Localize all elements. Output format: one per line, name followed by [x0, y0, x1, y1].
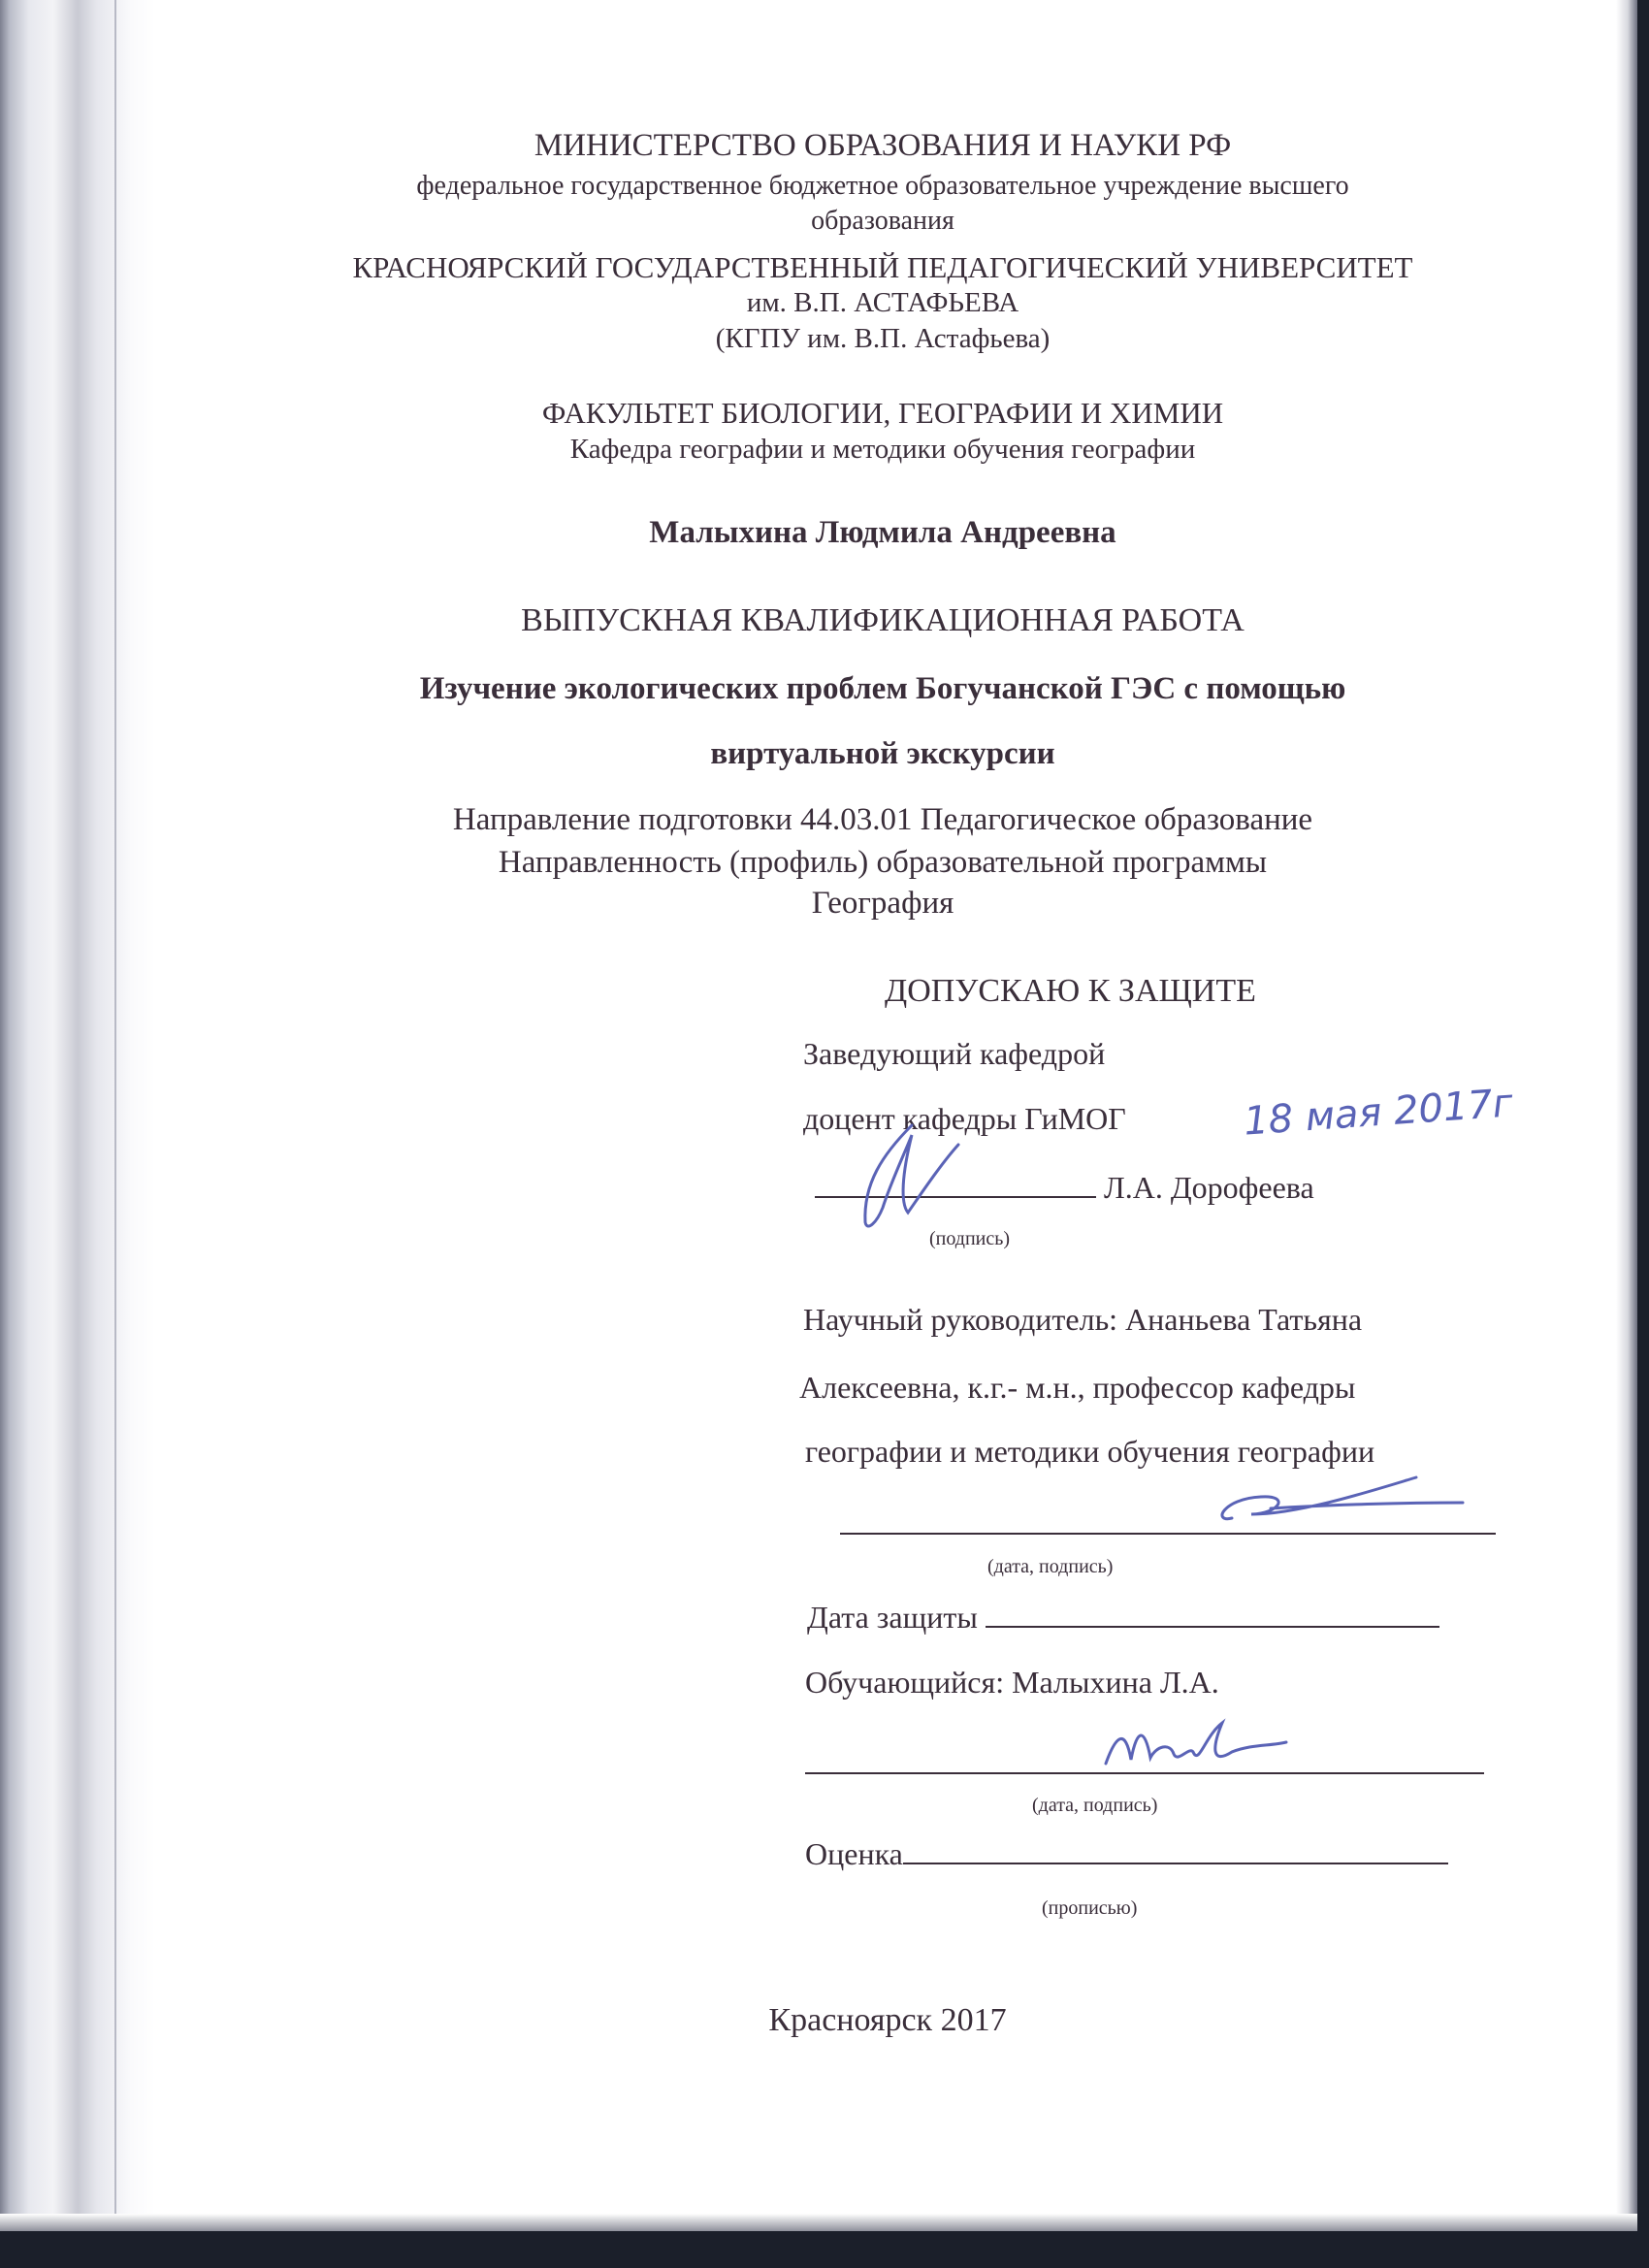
supervisor-line1: Научный руководитель: Ананьева Татьяна	[803, 1302, 1363, 1337]
student-signature	[1096, 1717, 1290, 1775]
city-year: Красноярск 2017	[768, 2002, 1007, 2038]
approval-heading: ДОПУСКАЮ К ЗАЩИТЕ	[885, 973, 1256, 1009]
defense-date-row	[807, 1597, 1439, 1636]
approval-signature-caption: (подпись)	[929, 1228, 1011, 1249]
page-edge-bottom	[0, 2214, 1637, 2231]
handwritten-approval-date: 18 мая 2017г	[1242, 1081, 1515, 1145]
grade-label: Оценка	[805, 1836, 903, 1871]
faculty-name: ФАКУЛЬТЕТ БИОЛОГИИ, ГЕОГРАФИИ И ХИМИИ	[541, 396, 1224, 430]
grade-row	[805, 1833, 1448, 1872]
ministry-heading: МИНИСТЕРСТВО ОБРАЗОВАНИЯ И НАУКИ РФ	[534, 128, 1232, 163]
university-abbreviation: (КГПУ им. В.П. Астафьева)	[715, 323, 1051, 354]
institution-type-line1: федеральное государственное бюджетное образовательное учреждение высшего	[416, 171, 1349, 201]
direction-line3: География	[811, 886, 954, 921]
head-signature	[844, 1116, 980, 1242]
supervisor-line3: географии и методики обучения географии	[805, 1434, 1375, 1469]
grade-line	[903, 1833, 1448, 1864]
author-name: Малыхина Людмила Андреевна	[649, 515, 1116, 550]
thesis-title-line1: Изучение экологических проблем Богучанской ГЭС с помощью	[419, 671, 1346, 706]
grade-caption: (прописью)	[1042, 1897, 1138, 1919]
defense-date-label: Дата защиты	[807, 1600, 978, 1635]
direction-line2: Направленность (профиль) образовательной программы	[498, 845, 1268, 880]
institution-type-line2: образования	[811, 206, 954, 236]
defense-date-line	[986, 1597, 1439, 1628]
binding-shadow	[0, 0, 155, 2231]
direction-line1: Направление подготовки 44.03.01 Педагогическое образование	[452, 802, 1313, 837]
student-signature-caption: (дата, подпись)	[1032, 1795, 1158, 1816]
supervisor-line2: Алексеевна, к.г.- м.н., профессор кафедры	[799, 1370, 1356, 1405]
department-head-name: Л.А. Дорофеева	[1104, 1170, 1314, 1205]
supervisor-signature	[1212, 1470, 1465, 1538]
work-type: ВЫПУСКНАЯ КВАЛИФИКАЦИОННАЯ РАБОТА	[521, 602, 1245, 638]
supervisor-signature-caption: (дата, подпись)	[987, 1556, 1114, 1577]
approval-role-line2: доцент кафедры ГиМОГ	[803, 1101, 1126, 1136]
university-name-line2: им. В.П. АСТАФЬЕВА	[746, 287, 1019, 318]
department-name: Кафедра географии и методики обучения географии	[569, 434, 1196, 465]
thesis-title-line2: виртуальной экскурсии	[710, 736, 1055, 771]
approval-role-line1: Заведующий кафедрой	[803, 1036, 1106, 1071]
student-label: Обучающийся: Малыхина Л.А.	[805, 1665, 1219, 1700]
university-name-line1: КРАСНОЯРСКИЙ ГОСУДАРСТВЕННЫЙ ПЕДАГОГИЧЕСКИЙ УНИВЕРСИТЕТ	[352, 250, 1413, 284]
binding-fold	[114, 0, 116, 2231]
